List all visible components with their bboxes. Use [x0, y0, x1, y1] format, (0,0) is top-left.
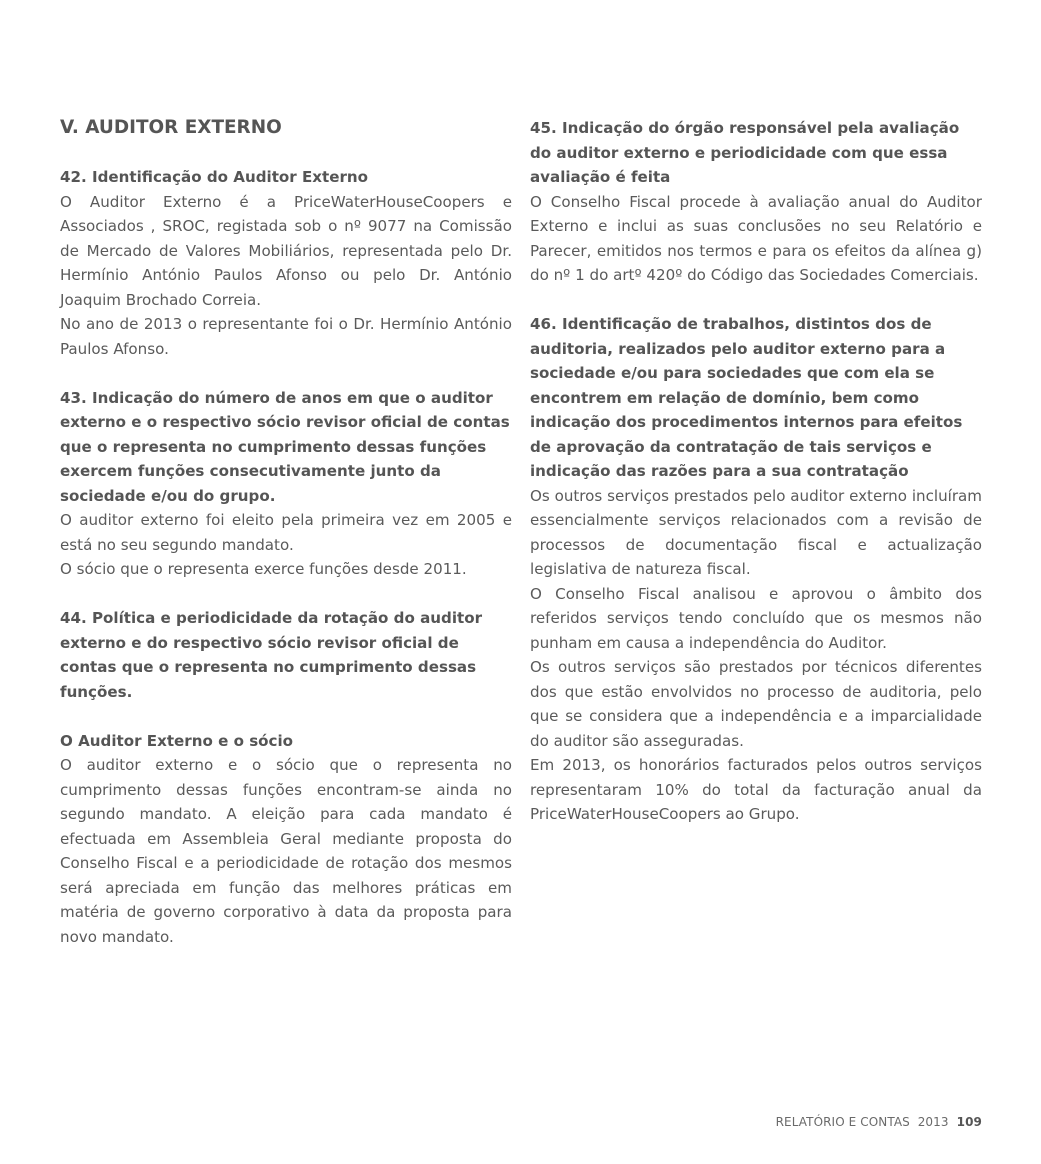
paragraph-42-2: No ano de 2013 o representante foi o Dr. Hermínio António Paulos Afonso.	[60, 315, 512, 358]
footer-label: RELATÓRIO E CONTAS 2013	[775, 1115, 949, 1129]
heading-46: 46. Identificação de trabalhos, distintos dos de auditoria, realizados pelo auditor externo para a sociedade e/ou para sociedades que com ela se encontrem em relação de domínio, bem como indicação dos procedimentos internos para efeitos de aprovação da contratação de tais serviços e indicação das razões para a sua contratação	[530, 315, 963, 480]
paragraph-44-1: O auditor externo e o sócio que o representa no cumprimento dessas funções encontram-se ainda no segundo mandato. A eleição para cada mandato é efectuada em Assembleia Geral mediante proposta do Conselho Fiscal e a periodicidade de rotação dos mesmos será apreciada em função das melhores práticas em matéria de governo corporativo à data da proposta para novo mandato.	[60, 756, 512, 946]
paragraph-42-1: O Auditor Externo é a PriceWaterHouseCoopers e Associados , SROC, registada sob o nº 9077 na Comissão de Mercado de Valores Mobiliários, representada pelo Dr. Hermínio António Paulos Afonso ou pelo Dr. António Joaquim Brochado Correia.	[60, 192, 512, 309]
paragraph-46-1: Os outros serviços prestados pelo auditor externo incluíram essencialmente serviços relacionados com a revisão de processos de documentação fiscal e actualização legislativa de natureza fiscal.	[530, 486, 982, 578]
paragraph-43-2: O sócio que o representa exerce funções desde 2011.	[60, 560, 467, 578]
paragraph-46-4: Em 2013, os honorários facturados pelos outros serviços representaram 10% do total da facturação anual da PriceWaterHouseCoopers ao Grupo.	[530, 756, 982, 823]
heading-42: 42. Identificação do Auditor Externo	[60, 168, 369, 186]
right-column	[530, 116, 982, 827]
subheading-44: O Auditor Externo e o sócio	[60, 731, 294, 750]
page-footer	[776, 1114, 982, 1130]
heading-43: 43. Indicação do número de anos em que o auditor externo e o respectivo sócio revisor oficial de contas que o representa no cumprimento dessas funções exercem funções consecutivamente junto da sociedade e/ou do grupo.	[60, 388, 510, 505]
heading-44: 44. Política e periodicidade da rotação do auditor externo e do respectivo sócio revisor oficial de contas que o representa no cumprimento dessas funções.	[60, 609, 483, 701]
left-column	[60, 116, 512, 949]
heading-45: 45. Indicação do órgão responsável pela avaliação do auditor externo e periodicidade com que essa avaliação é feita	[530, 119, 960, 186]
paragraph-43-1: O auditor externo foi eleito pela primeira vez em 2005 e está no seu segundo mandato.	[60, 511, 512, 554]
page-number: 109	[956, 1115, 982, 1129]
paragraph-46-2: O Conselho Fiscal analisou e aprovou o âmbito dos referidos serviços tendo concluído que os mesmos não punham em causa a independência do Auditor.	[530, 584, 982, 652]
section-title: V. AUDITOR EXTERNO	[60, 117, 282, 138]
paragraph-46-3: Os outros serviços são prestados por técnicos diferentes dos que estão envolvidos no processo de auditoria, pelo que se considera que a independência e a imparcialidade do auditor são asseguradas.	[530, 658, 982, 750]
paragraph-45-1: O Conselho Fiscal procede à avaliação anual do Auditor Externo e inclui as suas conclusões no seu Relatório e Parecer, emitidos nos termos e para os efeitos da alínea g) do nº 1 do artº 420º do Código das Sociedades Comerciais.	[530, 192, 982, 284]
